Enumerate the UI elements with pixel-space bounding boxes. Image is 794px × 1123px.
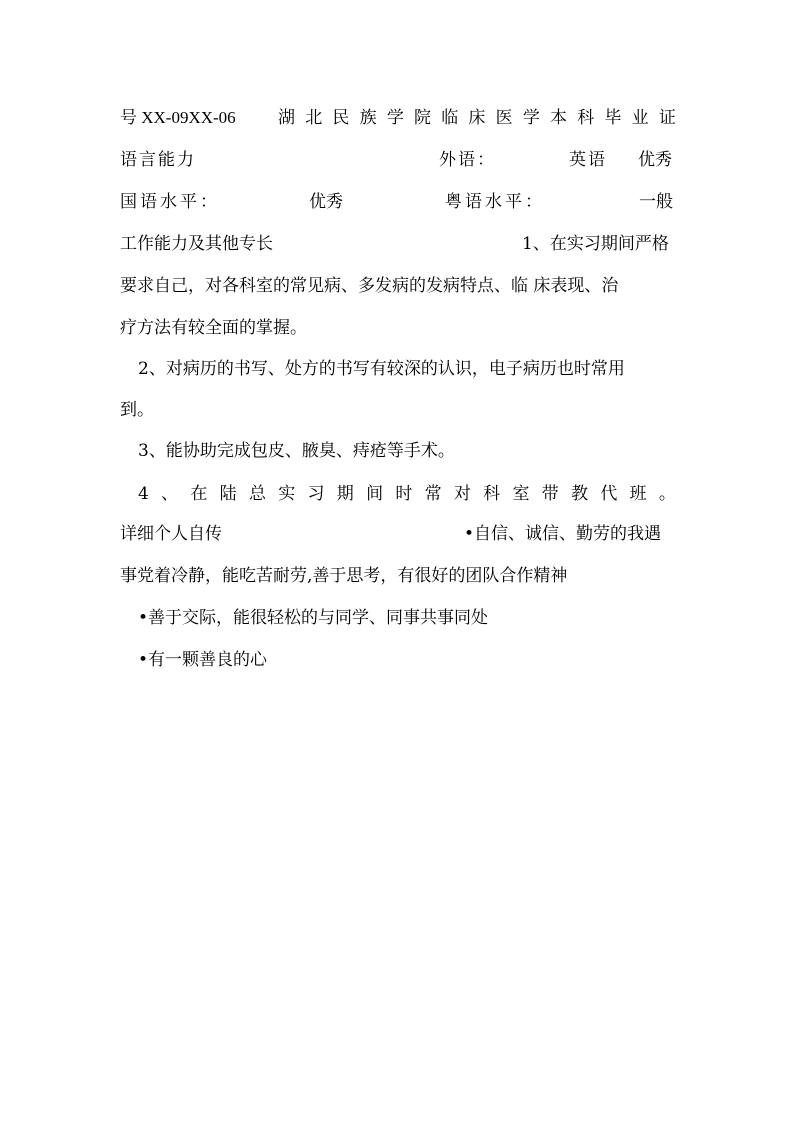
- work-item-1-start: 1、在实习期间严格: [522, 234, 669, 254]
- language-heading: 语言能力: [120, 150, 196, 170]
- work-item-1-line-3: [120, 314, 676, 342]
- self-intro-line: [120, 520, 676, 548]
- work-item-4-char: 期: [336, 484, 354, 504]
- work-item-4-char: 班: [629, 484, 647, 504]
- work-item-3-line: [120, 437, 676, 465]
- self-intro-bullet-1-text-2: 事党着冷静，能吃苦耐劳,善于思考，有很好的团队合作精神: [120, 566, 568, 586]
- header-line: [120, 104, 676, 132]
- work-item-4-char: 、: [161, 484, 179, 504]
- work-item-2-line-1: [120, 355, 676, 383]
- mandarin-level: 优秀: [309, 192, 343, 212]
- work-item-4-char: 常: [424, 484, 442, 504]
- document-title-char: 毕: [604, 108, 622, 128]
- document-code: 号 XX-09XX-06: [120, 108, 236, 127]
- work-ability-heading: 工作能力及其他专长: [120, 234, 273, 254]
- work-item-4-char: 科: [483, 484, 501, 504]
- work-item-4-char: 习: [307, 484, 325, 504]
- document-title-char: 医: [495, 108, 513, 128]
- document-title-text: [278, 104, 676, 132]
- document-title-char: 本: [550, 108, 568, 128]
- document-title-char: 证: [658, 108, 676, 128]
- document-title-char: 床: [468, 108, 486, 128]
- dialect-line: [120, 188, 676, 216]
- work-item-4-char: 室: [512, 484, 530, 504]
- document-title-char: 族: [359, 108, 377, 128]
- work-item-2-line-2: [120, 396, 676, 424]
- work-item-4-spread: [138, 480, 676, 508]
- work-item-4-char: 对: [453, 484, 471, 504]
- document-title: [278, 104, 676, 132]
- work-item-4-char: 带: [541, 484, 559, 504]
- language-line: [120, 146, 676, 174]
- work-item-4-line: [120, 480, 676, 508]
- document-title-char: 学: [386, 108, 404, 128]
- document-title-char: 临: [441, 108, 459, 128]
- work-item-4-char: 实: [278, 484, 296, 504]
- cantonese-level: 一般: [639, 192, 673, 212]
- self-intro-bullet-1-start: •自信、诚信、勤劳的我遇: [464, 524, 662, 544]
- work-item-4-char: 总: [248, 484, 266, 504]
- work-item-4-char: 4: [138, 484, 149, 504]
- work-item-4-char: 陆: [219, 484, 237, 504]
- cantonese-label: 粤语水平：: [445, 192, 545, 212]
- foreign-language-label: 外语：: [439, 150, 496, 170]
- self-intro-bullet-3: [120, 646, 676, 674]
- document-title-char: 湖: [278, 108, 295, 128]
- foreign-language-value: 英语: [569, 150, 607, 170]
- work-item-3-text: 3、能协助完成包皮、腋臭、痔疮等手术。: [138, 441, 455, 461]
- self-intro-bullet-2-text: •善于交际，能很轻松的与同学、同事共事同处: [138, 608, 489, 628]
- work-item-4-char: 。: [658, 484, 676, 504]
- work-item-4-char: 间: [366, 484, 384, 504]
- self-intro-heading: 详细个人自传: [120, 524, 222, 544]
- work-item-4-char: 教: [571, 484, 589, 504]
- work-item-2-text-1: 2、对病历的书写、处方的书写有较深的认识，电子病历也时常用: [138, 359, 625, 379]
- foreign-language-level: 优秀: [638, 150, 672, 170]
- work-item-4-char: 时: [395, 484, 413, 504]
- work-ability-line: [120, 230, 676, 258]
- document-title-char: 民: [332, 108, 350, 128]
- work-item-4-char: 代: [600, 484, 618, 504]
- work-item-2-text-2: 到。: [120, 400, 154, 420]
- document-title-char: 院: [414, 108, 432, 128]
- self-intro-bullet-3-text: •有一颗善良的心: [138, 650, 268, 670]
- work-item-1-text-3: 疗方法有较全面的掌握。: [120, 318, 307, 338]
- work-item-4-char: 在: [190, 484, 208, 504]
- document-title-char: 科: [577, 108, 595, 128]
- self-intro-bullet-2: [120, 604, 676, 632]
- work-item-4-text: [138, 480, 676, 508]
- mandarin-label: 国语水平：: [120, 192, 220, 212]
- self-intro-bullet-1-line-2: [120, 562, 676, 590]
- document-title-char: 业: [631, 108, 649, 128]
- document-title-char: 学: [522, 108, 540, 128]
- work-item-1-text-2: 要求自己，对各科室的常见病、多发病的发病特点、临 床表现、治: [120, 276, 619, 296]
- work-item-1-line-2: [120, 272, 676, 300]
- document-title-char: 北: [305, 108, 323, 128]
